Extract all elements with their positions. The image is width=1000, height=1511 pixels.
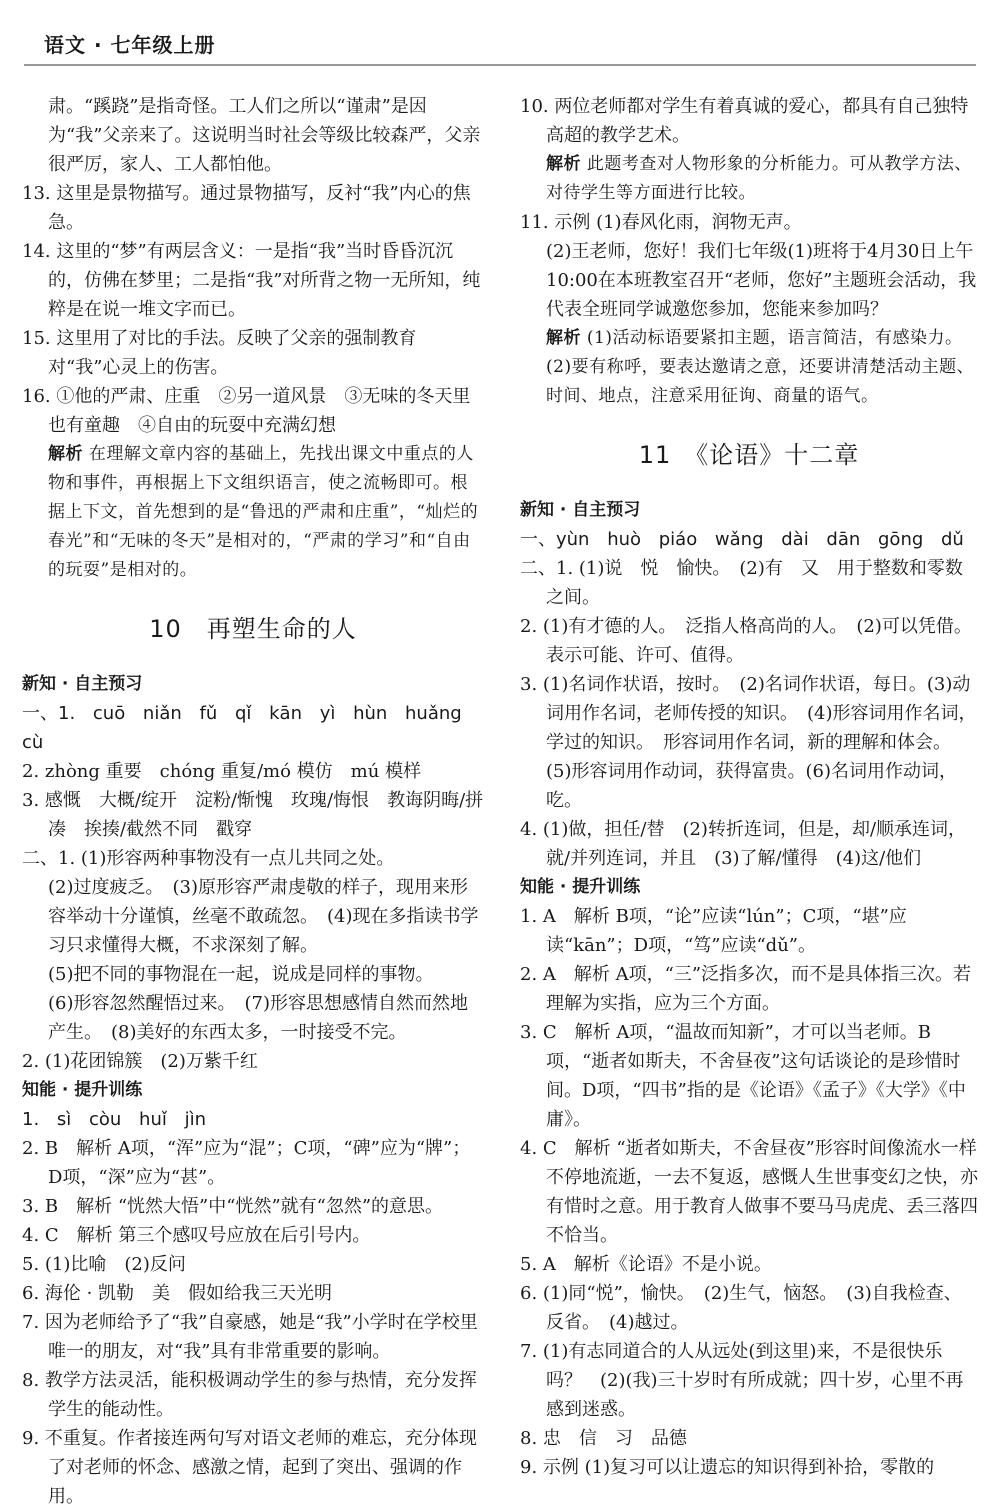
answer-line: 9. 不重复。作者接连两句写对语文老师的难忘，充分体现了对老师的怀念、感激之情，起到了突出、强调的作用。 bbox=[22, 1428, 477, 1507]
answer-11-b: (2)王老师，您好！我们七年级(1)班将于4月30日上午10:00在本班教室召开“老师，您好”主题班会活动，我代表全班同学诚邀您参加，您能来参加吗？ bbox=[546, 241, 977, 320]
answer-line: 3. 感慨 大概/绽开 淀粉/惭愧 玫瑰/悔恨 教诲阴晦/拼凑 挨揍/截然不同 戳穿 bbox=[22, 790, 484, 840]
answer-16: 16. ①他的严肃、庄重 ②另一道风景 ③无味的冬天里也有童趣 ④自由的玩耍中充满幻想 bbox=[22, 386, 471, 436]
section-heading: 知能 · 提升训练 bbox=[22, 1080, 143, 1100]
answer-line: 1. sì còu huǐ jìn bbox=[22, 1109, 206, 1130]
answer-line: (2)过度疲乏。 (3)原形容严肃虔敬的样子，现用来形容举动十分谨慎，丝毫不敢疏忽。 (4)现在多指读书学习只求懂得大概，不求深刻了解。 bbox=[48, 877, 479, 956]
answer-line: 3. B 解析 “恍然大悟”中“恍然”就有“忽然”的意思。 bbox=[22, 1196, 444, 1217]
answer-line: (5)把不同的事物混在一起，说成是同样的事物。 bbox=[48, 964, 434, 985]
answer-line: 4. C 解析 第三个感叹号应放在后引号内。 bbox=[22, 1225, 371, 1246]
answer-11: 11. 示例 (1)春风化雨，润物无声。 bbox=[520, 212, 802, 233]
analysis-label: 解析 bbox=[546, 154, 581, 174]
answer-14: 14. 这里的“梦”有两层含义：一是指“我”当时昏昏沉沉的，仿佛在梦里；二是指“我”对所背之物一无所知，纯粹是在说一堆文字而已。 bbox=[22, 241, 481, 320]
answer-line: 3. C 解析 A项，“温故而知新”，才可以当老师。B项，“逝者如斯夫，不舍昼夜”这句话谈论的是珍惜时间。D项，“四书”指的是《论语》《孟子》《大学》《中庸》。 bbox=[520, 1022, 966, 1130]
section-heading: 新知 · 自主预习 bbox=[520, 500, 641, 520]
answer-13: 13. 这里是景物描写。通过景物描写，反衬“我”内心的焦急。 bbox=[22, 183, 471, 233]
analysis-16 bbox=[22, 440, 484, 585]
analysis-text: 此题考查对人物形象的分析能力。可从教学方法、对待学生等方面进行比较。 bbox=[546, 154, 972, 203]
chapter-title: 11 《论语》十二章 bbox=[638, 441, 860, 469]
analysis-text: (1)活动标语要紧扣主题，语言简洁，有感染力。(2)要有称呼，要表达邀请之意，还要讲清楚活动主题、时间、地点，注意采用征询、商量的语气。 bbox=[546, 328, 975, 406]
answer-line: 5. A 解析《论语》不是小说。 bbox=[520, 1254, 772, 1275]
pinyin-line: 一、yùn huò piáo wǎng dài dān gōng dǔ bbox=[520, 529, 964, 550]
answer-line: 7. 因为老师给予了“我”自豪感，她是“我”小学时在学校里唯一的朋友，对“我”具有非常重要的影响。 bbox=[22, 1312, 478, 1362]
answer-line: 3. (1)名词作状语，按时。 (2)名词作状语，每日。(3)动词用作名词，老师传授的知识。 (4)形容词用作名词，学过的知识。 形容词用作名词，新的理解和体会。 (5)形容词用作动词，获得富贵。(6)名词用作动词，吃。 bbox=[520, 674, 977, 811]
answer-line: 8. 教学方法灵活，能积极调动学生的参与热情，充分发挥学生的能动性。 bbox=[22, 1370, 477, 1420]
answer-line: 1. A 解析 B项，“论”应读“lún”；C项，“堪”应读“kān”；D项，“笃”应读“dǔ”。 bbox=[520, 906, 907, 956]
book-title: 语文 · 七年级上册 bbox=[44, 33, 216, 57]
answer-line: 5. (1)比喻 (2)反问 bbox=[22, 1254, 186, 1275]
answer-line: 2. (1)有才德的人。 泛指人格高尚的人。 (2)可以凭借。 表示可能、许可、值得。 bbox=[520, 616, 981, 666]
answer-line: 7. (1)有志同道合的人从远处(到这里)来，不是很快乐吗？ (2)(我)三十岁时有所成就；四十岁，心里不再感到迷惑。 bbox=[520, 1341, 964, 1420]
answer-line: 6. 海伦 · 凯勒 美 假如给我三天光明 bbox=[22, 1283, 333, 1304]
answer-line: 二、1. (1)形容两种事物没有一点儿共同之处。 bbox=[22, 848, 395, 869]
analysis-10 bbox=[520, 150, 978, 208]
answer-line: 2. A 解析 A项，“三”泛指多次，而不是具体指三次。若理解为实指，应为三个方面。 bbox=[520, 964, 972, 1014]
answer-line: 2. zhòng 重要 chóng 重复/mó 模仿 mú 模样 bbox=[22, 761, 422, 782]
answer-line: 2. (1)花团锦簇 (2)万紫千红 bbox=[22, 1051, 258, 1072]
analysis-11 bbox=[520, 324, 978, 411]
answer-line: 8. 忠 信 习 品德 bbox=[520, 1428, 687, 1449]
answer-line: 4. C 解析 “逝者如斯夫，不舍昼夜”形容时间像流水一样不停地流逝，一去不复返，感慨人生世事变幻之快，亦有惜时之意。用于教育人做事不要马马虎虎、丢三落四不恰当。 bbox=[520, 1138, 978, 1246]
analysis-label: 解析 bbox=[546, 328, 581, 348]
chapter-title: 10 再塑生命的人 bbox=[149, 615, 357, 643]
left-column bbox=[22, 92, 484, 1511]
answer-15: 15. 这里用了对比的手法。反映了父亲的强制教育对“我”心灵上的伤害。 bbox=[22, 328, 417, 378]
answer-line: 4. (1)做，担任/替 (2)转折连词，但是，却/顺承连词，就/并列连词，并且 (3)了解/懂得 (4)这/他们 bbox=[520, 819, 967, 869]
section-heading: 知能 · 提升训练 bbox=[520, 877, 641, 897]
answer-line: 二、1. (1)说 悦 愉快。 (2)有 又 用于整数和零数之间。 bbox=[520, 558, 963, 608]
analysis-label: 解析 bbox=[48, 444, 83, 464]
answer-line: (6)形容忽然醒悟过来。 (7)形容思想感情自然而然地产生。 (8)美好的东西太多，一时接受不完。 bbox=[48, 993, 468, 1043]
analysis-text: 在理解文章内容的基础上，先找出课文中重点的人物和事件，再根据上下文组织语言，使之流畅即可。根据上下文，首先想到的是“鲁迅的严肃和庄重”，“灿烂的春光”和“无味的冬天”是相对的，“严肃的学习”和“自由的玩耍”是相对的。 bbox=[48, 444, 479, 580]
answer-line: 6. (1)同“悦”，愉快。 (2)生气，恼怒。 (3)自我检查、反省。 (4)越过。 bbox=[520, 1283, 962, 1333]
answer-text: 肃。“蹊跷”是指奇怪。工人们之所以“谨肃”是因为“我”父亲来了。这说明当时社会等级比较森严，父亲很严厉，家人、工人都怕他。 bbox=[48, 96, 481, 175]
page-header bbox=[24, 28, 976, 66]
answer-line: 2. B 解析 A项，“浑”应为“混”；C项，“碑”应为“牌”；D项，“深”应为“甚”。 bbox=[22, 1138, 471, 1188]
section-heading: 新知 · 自主预习 bbox=[22, 674, 143, 694]
answer-10: 10. 两位老师都对学生有着真诚的爱心，都具有自己独特高超的教学艺术。 bbox=[520, 96, 969, 146]
answer-line: 9. 示例 (1)复习可以让遗忘的知识得到补拾，零散的 bbox=[520, 1457, 935, 1478]
pinyin-line: 一、1. cuō niǎn fǔ qǐ kān yì hùn huǎng cù bbox=[22, 703, 462, 753]
right-column bbox=[520, 92, 981, 1482]
